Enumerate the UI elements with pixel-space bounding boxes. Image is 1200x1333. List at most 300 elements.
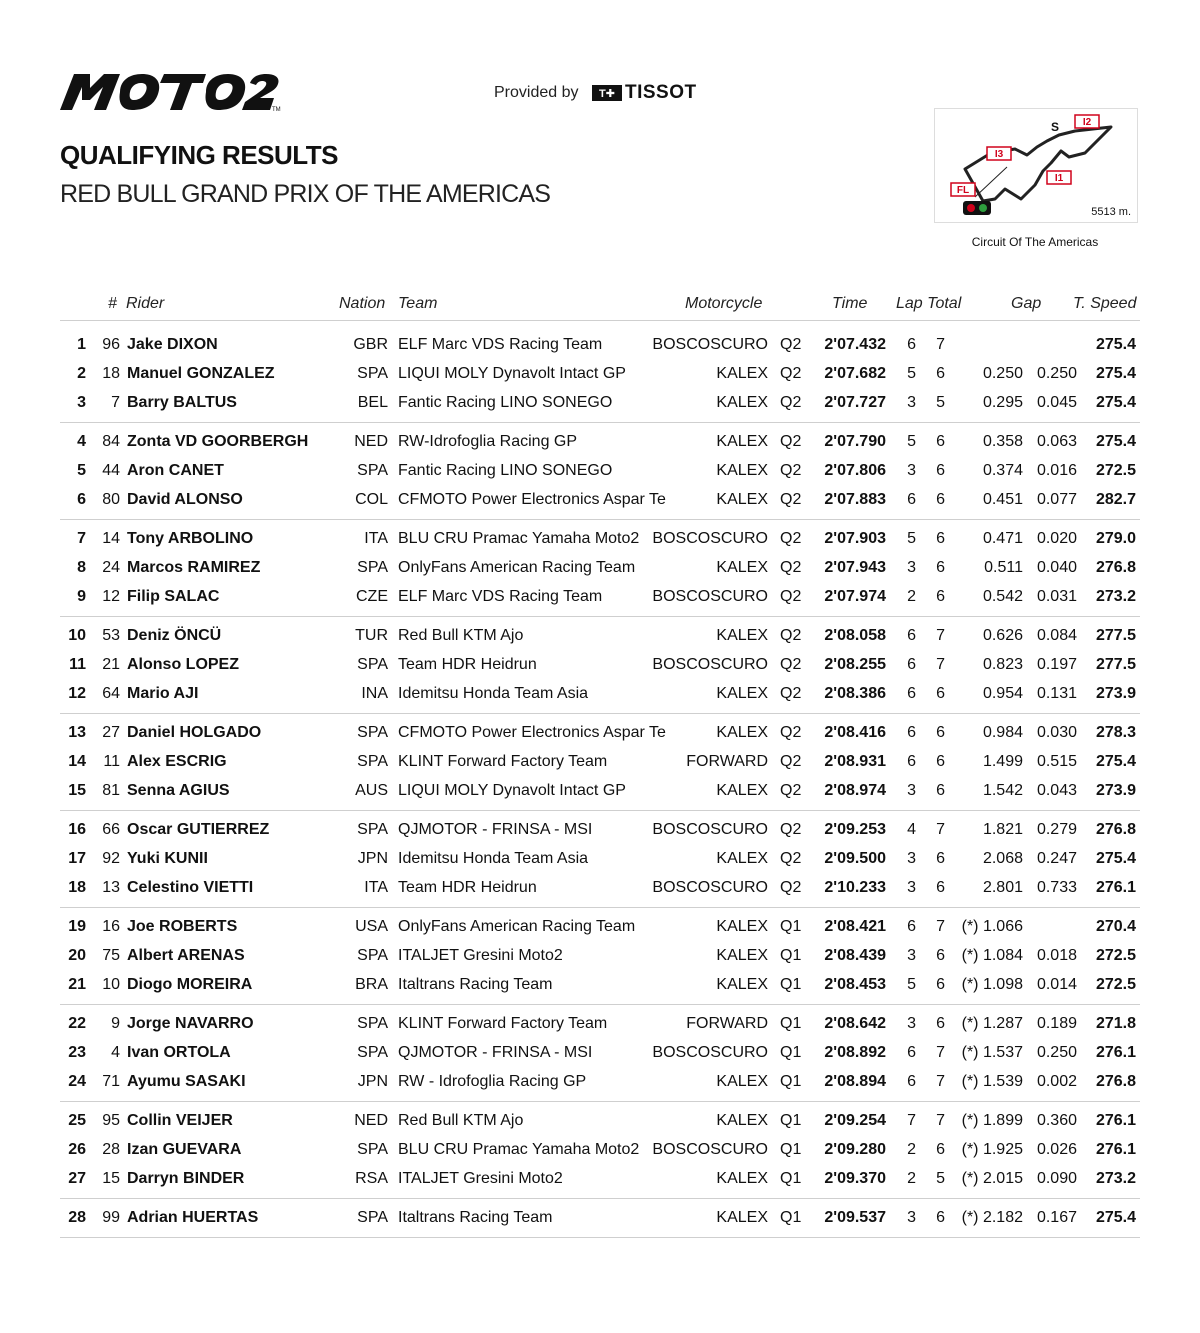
top-speed-cell: 275.4: [1095, 433, 1136, 450]
session-cell: Q1: [780, 1073, 802, 1090]
group-divider: [60, 1198, 1140, 1199]
team-cell: Idemitsu Honda Team Asia: [398, 850, 589, 867]
motorcycle-cell: KALEX: [716, 1209, 768, 1226]
team-cell: Fantic Racing LINO SONEGO: [398, 394, 613, 411]
col-header-rider: Rider: [126, 295, 165, 312]
best-lap-cell: 6: [907, 656, 916, 673]
team-cell: Red Bull KTM Ajo: [398, 627, 524, 644]
position-cell: 2: [77, 365, 86, 382]
rider-name-cell: Marcos RAMIREZ: [127, 559, 261, 576]
session-cell: Q2: [780, 394, 802, 411]
position-cell: 28: [68, 1209, 86, 1226]
motorcycle-cell: KALEX: [716, 433, 768, 450]
gap-first-cell: 0.374: [982, 462, 1023, 479]
best-lap-cell: 5: [907, 433, 916, 450]
nation-cell: SPA: [357, 656, 388, 673]
bike-number-cell: 9: [111, 1015, 120, 1032]
lap-time-cell: 2'08.416: [824, 724, 886, 741]
total-laps-cell: 6: [936, 1209, 945, 1226]
position-cell: 21: [68, 976, 86, 993]
lap-time-cell: 2'08.421: [824, 918, 886, 935]
gap-first-cell: (*) 1.066: [961, 918, 1023, 935]
motorcycle-cell: KALEX: [716, 685, 768, 702]
table-row: [0, 941, 1200, 970]
session-cell: Q2: [780, 685, 802, 702]
bike-number-cell: 14: [102, 530, 120, 547]
position-cell: 9: [77, 588, 86, 605]
nation-cell: JPN: [357, 850, 388, 867]
position-cell: 26: [68, 1141, 86, 1158]
top-speed-cell: 271.8: [1095, 1015, 1136, 1032]
gap-first-cell: (*) 1.084: [961, 947, 1023, 964]
total-laps-cell: 7: [936, 336, 945, 353]
circuit-name: Circuit Of The Americas: [971, 235, 1099, 249]
bike-number-cell: 4: [111, 1044, 120, 1061]
session-cell: Q2: [780, 821, 802, 838]
gap-previous-cell: 0.045: [1036, 394, 1077, 411]
svg-text:I1: I1: [1054, 173, 1064, 184]
session-cell: Q2: [780, 559, 802, 576]
col-header-number: #: [108, 295, 117, 312]
team-cell: ELF Marc VDS Racing Team: [398, 336, 603, 353]
gap-first-cell: 0.471: [982, 530, 1023, 547]
svg-text:FL: FL: [956, 185, 970, 196]
table-row: [0, 912, 1200, 941]
team-cell: RW-Idrofoglia Racing GP: [398, 433, 578, 450]
table-row: [0, 747, 1200, 776]
gap-first-cell: 0.358: [982, 433, 1023, 450]
nation-cell: SPA: [357, 1141, 388, 1158]
total-laps-cell: 6: [936, 1141, 945, 1158]
gap-previous-cell: 0.018: [1036, 947, 1077, 964]
gap-previous-cell: 0.030: [1036, 724, 1077, 741]
table-row: [0, 524, 1200, 553]
bike-number-cell: 53: [102, 627, 120, 644]
rider-name-cell: Jorge NAVARRO: [127, 1015, 254, 1032]
best-lap-cell: 6: [907, 491, 916, 508]
col-header-lap-total: Lap Total: [896, 295, 962, 312]
bike-number-cell: 64: [102, 685, 120, 702]
rider-name-cell: Adrian HUERTAS: [127, 1209, 259, 1226]
rider-name-cell: Daniel HOLGADO: [127, 724, 262, 741]
best-lap-cell: 3: [907, 1015, 916, 1032]
nation-cell: BRA: [355, 976, 388, 993]
table-row: [0, 388, 1200, 417]
rider-name-cell: Izan GUEVARA: [127, 1141, 242, 1158]
position-cell: 10: [68, 627, 86, 644]
gap-first-cell: 1.542: [982, 782, 1023, 799]
col-header-time: Time: [832, 295, 868, 312]
total-laps-cell: 6: [936, 685, 945, 702]
gap-first-cell: 0.823: [982, 656, 1023, 673]
top-speed-cell: 276.8: [1095, 1073, 1136, 1090]
position-cell: 3: [77, 394, 86, 411]
lap-time-cell: 2'07.943: [824, 559, 886, 576]
best-lap-cell: 2: [907, 588, 916, 605]
motorcycle-cell: BOSCOSCURO: [652, 588, 768, 605]
total-laps-cell: 6: [936, 588, 945, 605]
best-lap-cell: 6: [907, 724, 916, 741]
nation-cell: ITA: [364, 879, 388, 896]
total-laps-cell: 7: [936, 1073, 945, 1090]
table-row: [0, 1038, 1200, 1067]
team-cell: Idemitsu Honda Team Asia: [398, 685, 589, 702]
nation-cell: SPA: [357, 753, 388, 770]
total-laps-cell: 5: [936, 394, 945, 411]
lap-time-cell: 2'08.931: [824, 753, 886, 770]
best-lap-cell: 3: [907, 782, 916, 799]
session-cell: Q2: [780, 782, 802, 799]
session-cell: Q2: [780, 656, 802, 673]
table-row: [0, 873, 1200, 902]
table-row: [0, 1164, 1200, 1193]
team-cell: CFMOTO Power Electronics Aspar Te: [398, 724, 666, 741]
team-cell: Italtrans Racing Team: [398, 1209, 553, 1226]
total-laps-cell: 6: [936, 1015, 945, 1032]
top-speed-cell: 278.3: [1095, 724, 1136, 741]
lap-time-cell: 2'09.370: [824, 1170, 886, 1187]
gap-first-cell: (*) 2.182: [961, 1209, 1023, 1226]
col-header-gap: Gap: [1011, 295, 1042, 312]
total-laps-cell: 7: [936, 1044, 945, 1061]
team-cell: LIQUI MOLY Dynavolt Intact GP: [398, 365, 626, 382]
top-speed-cell: 276.1: [1095, 1044, 1136, 1061]
position-cell: 14: [68, 753, 86, 770]
lap-time-cell: 2'09.253: [824, 821, 886, 838]
bike-number-cell: 24: [102, 559, 120, 576]
group-divider: [60, 810, 1140, 811]
best-lap-cell: 3: [907, 1209, 916, 1226]
best-lap-cell: 3: [907, 559, 916, 576]
total-laps-cell: 6: [936, 879, 945, 896]
table-row: [0, 485, 1200, 514]
bike-number-cell: 15: [102, 1170, 120, 1187]
team-cell: Team HDR Heidrun: [398, 879, 537, 896]
table-row: [0, 650, 1200, 679]
gap-previous-cell: 0.020: [1036, 530, 1077, 547]
top-speed-cell: 277.5: [1095, 627, 1136, 644]
rider-name-cell: Alex ESCRIG: [127, 753, 227, 770]
lap-time-cell: 2'08.386: [824, 685, 886, 702]
team-cell: LIQUI MOLY Dynavolt Intact GP: [398, 782, 626, 799]
session-cell: Q2: [780, 588, 802, 605]
best-lap-cell: 6: [907, 336, 916, 353]
gap-previous-cell: 0.247: [1036, 850, 1077, 867]
rider-name-cell: Diogo MOREIRA: [127, 976, 253, 993]
total-laps-cell: 7: [936, 918, 945, 935]
motorcycle-cell: KALEX: [716, 724, 768, 741]
gap-first-cell: (*) 1.537: [961, 1044, 1023, 1061]
total-laps-cell: 6: [936, 724, 945, 741]
best-lap-cell: 3: [907, 947, 916, 964]
col-header-nation: Nation: [339, 295, 386, 312]
motorcycle-cell: KALEX: [716, 782, 768, 799]
position-cell: 17: [68, 850, 86, 867]
team-cell: KLINT Forward Factory Team: [398, 753, 608, 770]
top-speed-cell: 275.4: [1095, 753, 1136, 770]
nation-cell: COL: [355, 491, 388, 508]
rider-name-cell: Albert ARENAS: [127, 947, 245, 964]
motorcycle-cell: BOSCOSCURO: [652, 1044, 768, 1061]
session-cell: Q2: [780, 530, 802, 547]
rider-name-cell: Aron CANET: [127, 462, 224, 479]
table-row: [0, 776, 1200, 805]
bike-number-cell: 44: [102, 462, 120, 479]
position-cell: 15: [68, 782, 86, 799]
total-laps-cell: 6: [936, 753, 945, 770]
gap-previous-cell: 0.197: [1036, 656, 1077, 673]
position-cell: 6: [77, 491, 86, 508]
best-lap-cell: 2: [907, 1170, 916, 1187]
rider-name-cell: Filip SALAC: [127, 588, 220, 605]
rider-name-cell: Barry BALTUS: [127, 394, 237, 411]
gap-previous-cell: 0.360: [1036, 1112, 1077, 1129]
total-laps-cell: 6: [936, 365, 945, 382]
gap-first-cell: (*) 1.539: [961, 1073, 1023, 1090]
gap-previous-cell: 0.279: [1036, 821, 1077, 838]
lap-time-cell: 2'08.453: [824, 976, 886, 993]
session-cell: Q2: [780, 627, 802, 644]
gap-previous-cell: 0.250: [1036, 1044, 1077, 1061]
sponsor-name: TISSOT: [625, 82, 697, 103]
bike-number-cell: 99: [102, 1209, 120, 1226]
rider-name-cell: Tony ARBOLINO: [127, 530, 254, 547]
rider-name-cell: Darryn BINDER: [127, 1170, 245, 1187]
bike-number-cell: 84: [102, 433, 120, 450]
session-cell: Q2: [780, 753, 802, 770]
moto2-logo: [60, 70, 282, 112]
best-lap-cell: 3: [907, 879, 916, 896]
position-cell: 8: [77, 559, 86, 576]
nation-cell: JPN: [357, 1073, 388, 1090]
total-laps-cell: 7: [936, 1112, 945, 1129]
top-speed-cell: 272.5: [1095, 976, 1136, 993]
gap-previous-cell: 0.016: [1036, 462, 1077, 479]
session-cell: Q2: [780, 365, 802, 382]
lap-time-cell: 2'07.682: [824, 365, 886, 382]
gap-first-cell: 2.801: [982, 879, 1023, 896]
bike-number-cell: 28: [102, 1141, 120, 1158]
session-cell: Q1: [780, 918, 802, 935]
gap-previous-cell: 0.043: [1036, 782, 1077, 799]
top-speed-cell: 279.0: [1095, 530, 1136, 547]
nation-cell: SPA: [357, 947, 388, 964]
nation-cell: BEL: [357, 394, 388, 411]
team-cell: ELF Marc VDS Racing Team: [398, 588, 603, 605]
gap-previous-cell: 0.026: [1036, 1141, 1077, 1158]
motorcycle-cell: KALEX: [716, 1073, 768, 1090]
gap-previous-cell: 0.250: [1036, 365, 1077, 382]
rider-name-cell: Collin VEIJER: [127, 1112, 233, 1129]
team-cell: Italtrans Racing Team: [398, 976, 553, 993]
best-lap-cell: 4: [907, 821, 916, 838]
group-divider: [60, 422, 1140, 423]
top-speed-cell: 276.8: [1095, 559, 1136, 576]
svg-text:I3: I3: [994, 149, 1004, 160]
lap-time-cell: 2'07.974: [824, 588, 886, 605]
gap-first-cell: (*) 1.899: [961, 1112, 1023, 1129]
nation-cell: CZE: [356, 588, 388, 605]
best-lap-cell: 5: [907, 530, 916, 547]
gap-previous-cell: 0.131: [1036, 685, 1077, 702]
total-laps-cell: 6: [936, 782, 945, 799]
gap-first-cell: (*) 1.098: [961, 976, 1023, 993]
tissot-logo: [592, 82, 697, 104]
table-row: [0, 844, 1200, 873]
table-row: [0, 359, 1200, 388]
bike-number-cell: 12: [102, 588, 120, 605]
total-laps-cell: 6: [936, 530, 945, 547]
gap-previous-cell: 0.077: [1036, 491, 1077, 508]
gap-first-cell: 0.250: [982, 365, 1023, 382]
lap-time-cell: 2'08.974: [824, 782, 886, 799]
best-lap-cell: 6: [907, 1044, 916, 1061]
table-row: [0, 1067, 1200, 1096]
bike-number-cell: 81: [102, 782, 120, 799]
position-cell: 24: [68, 1073, 86, 1090]
position-cell: 22: [68, 1015, 86, 1032]
group-divider: [60, 1237, 1140, 1238]
nation-cell: RSA: [355, 1170, 388, 1187]
rider-name-cell: Ayumu SASAKI: [127, 1073, 246, 1090]
total-laps-cell: 6: [936, 947, 945, 964]
gap-first-cell: (*) 2.015: [961, 1170, 1023, 1187]
motorcycle-cell: KALEX: [716, 559, 768, 576]
table-row: [0, 1009, 1200, 1038]
session-cell: Q2: [780, 462, 802, 479]
session-cell: Q1: [780, 1015, 802, 1032]
motorcycle-cell: KALEX: [716, 1170, 768, 1187]
nation-cell: INA: [361, 685, 388, 702]
motorcycle-cell: KALEX: [716, 365, 768, 382]
table-row: [0, 1203, 1200, 1232]
total-laps-cell: 6: [936, 462, 945, 479]
top-speed-cell: 273.2: [1095, 588, 1136, 605]
team-cell: OnlyFans American Racing Team: [398, 918, 636, 935]
top-speed-cell: 275.4: [1095, 394, 1136, 411]
position-cell: 11: [69, 656, 86, 673]
session-cell: Q2: [780, 336, 802, 353]
team-cell: RW - Idrofoglia Racing GP: [398, 1073, 587, 1090]
gap-first-cell: 1.499: [982, 753, 1023, 770]
bike-number-cell: 13: [102, 879, 120, 896]
rider-name-cell: Deniz ÖNCÜ: [127, 627, 222, 644]
position-cell: 13: [68, 724, 86, 741]
top-speed-cell: 282.7: [1095, 491, 1136, 508]
position-cell: 18: [68, 879, 86, 896]
lap-time-cell: 2'07.727: [824, 394, 886, 411]
bike-number-cell: 92: [102, 850, 120, 867]
position-cell: 25: [68, 1112, 86, 1129]
gap-first-cell: 0.451: [982, 491, 1023, 508]
tissot-cross-icon: T✚: [592, 85, 622, 101]
lap-time-cell: 2'07.432: [824, 336, 886, 353]
motorcycle-cell: BOSCOSCURO: [652, 879, 768, 896]
session-cell: Q1: [780, 1044, 802, 1061]
best-lap-cell: 3: [907, 394, 916, 411]
motorcycle-cell: KALEX: [716, 947, 768, 964]
gap-previous-cell: 0.040: [1036, 559, 1077, 576]
gap-first-cell: 0.295: [982, 394, 1023, 411]
motorcycle-cell: BOSCOSCURO: [652, 656, 768, 673]
gap-first-cell: 0.626: [982, 627, 1023, 644]
total-laps-cell: 6: [936, 433, 945, 450]
table-row: [0, 621, 1200, 650]
lap-time-cell: 2'09.500: [824, 850, 886, 867]
top-speed-cell: 273.2: [1095, 1170, 1136, 1187]
rider-name-cell: Manuel GONZALEZ: [127, 365, 275, 382]
lap-time-cell: 2'08.894: [824, 1073, 886, 1090]
team-cell: Fantic Racing LINO SONEGO: [398, 462, 613, 479]
best-lap-cell: 6: [907, 685, 916, 702]
team-cell: OnlyFans American Racing Team: [398, 559, 636, 576]
gap-previous-cell: 0.167: [1036, 1209, 1077, 1226]
nation-cell: SPA: [357, 1015, 388, 1032]
position-cell: 4: [77, 433, 86, 450]
team-cell: BLU CRU Pramac Yamaha Moto2: [398, 530, 640, 547]
top-speed-cell: 273.9: [1095, 782, 1136, 799]
session-cell: Q2: [780, 433, 802, 450]
session-cell: Q2: [780, 491, 802, 508]
total-laps-cell: 6: [936, 491, 945, 508]
lap-time-cell: 2'09.280: [824, 1141, 886, 1158]
gap-first-cell: 0.511: [984, 559, 1023, 576]
top-speed-cell: 270.4: [1095, 918, 1136, 935]
top-speed-cell: 276.1: [1095, 879, 1136, 896]
rider-name-cell: Yuki KUNII: [127, 850, 208, 867]
bike-number-cell: 21: [102, 656, 120, 673]
top-speed-cell: 275.4: [1095, 850, 1136, 867]
lap-time-cell: 2'07.806: [824, 462, 886, 479]
event-subtitle: RED BULL GRAND PRIX OF THE AMERICAS: [60, 180, 551, 208]
bike-number-cell: 66: [102, 821, 120, 838]
motorcycle-cell: BOSCOSCURO: [652, 530, 768, 547]
total-laps-cell: 7: [936, 656, 945, 673]
header-divider: [60, 320, 1140, 321]
best-lap-cell: 2: [907, 1141, 916, 1158]
position-cell: 16: [68, 821, 86, 838]
bike-number-cell: 16: [102, 918, 120, 935]
table-row: [0, 718, 1200, 747]
rider-name-cell: Mario AJI: [127, 685, 199, 702]
gap-previous-cell: 0.014: [1036, 976, 1077, 993]
top-speed-cell: 275.4: [1095, 365, 1136, 382]
gap-previous-cell: 0.084: [1036, 627, 1077, 644]
session-cell: Q2: [780, 850, 802, 867]
table-row: [0, 553, 1200, 582]
bike-number-cell: 71: [102, 1073, 120, 1090]
nation-cell: SPA: [357, 1044, 388, 1061]
position-cell: 20: [68, 947, 86, 964]
motorcycle-cell: KALEX: [716, 394, 768, 411]
circuit-length: 5513 m.: [1091, 206, 1131, 218]
motorcycle-cell: KALEX: [716, 976, 768, 993]
nation-cell: GBR: [353, 336, 388, 353]
top-speed-cell: 273.9: [1095, 685, 1136, 702]
best-lap-cell: 6: [907, 627, 916, 644]
best-lap-cell: 3: [907, 462, 916, 479]
motorcycle-cell: BOSCOSCURO: [652, 821, 768, 838]
rider-name-cell: Oscar GUTIERREZ: [127, 821, 270, 838]
rider-name-cell: David ALONSO: [127, 491, 243, 508]
position-cell: 19: [68, 918, 86, 935]
provided-by-label: Provided by: [494, 84, 579, 101]
best-lap-cell: 5: [907, 365, 916, 382]
nation-cell: SPA: [357, 559, 388, 576]
motorcycle-cell: KALEX: [716, 1112, 768, 1129]
team-cell: ITALJET Gresini Moto2: [398, 1170, 563, 1187]
top-speed-cell: 272.5: [1095, 947, 1136, 964]
